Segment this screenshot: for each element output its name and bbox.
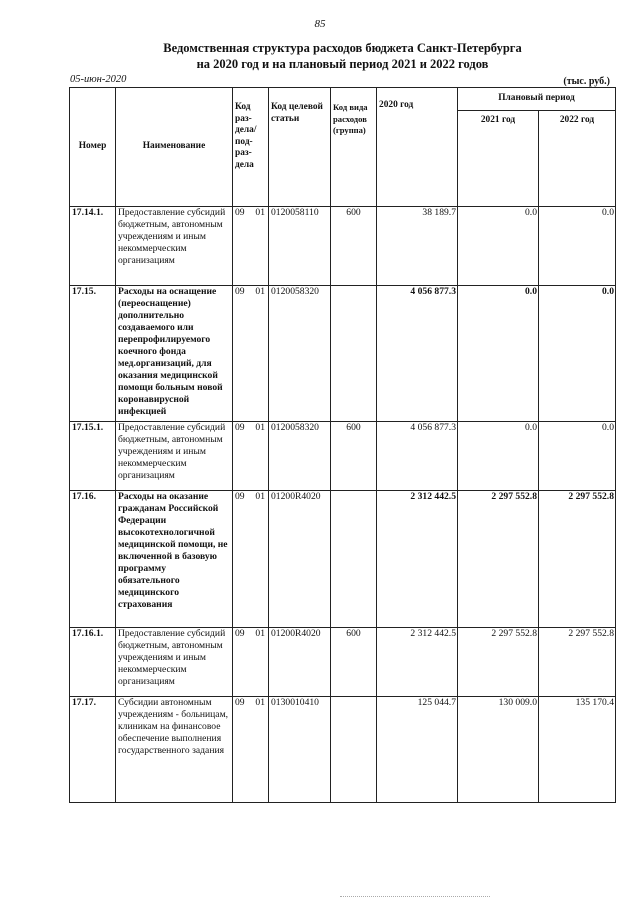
row-2021: 0.0 bbox=[458, 286, 539, 422]
col-header-planned: Плановый период bbox=[458, 88, 616, 111]
row-2021: 2 297 552.8 bbox=[458, 491, 539, 628]
units-label: (тыс. руб.) bbox=[563, 76, 610, 87]
row-podrazdel: 01 bbox=[250, 207, 269, 286]
col-header-expense-type: Код вида расходов (группа) bbox=[331, 88, 377, 207]
row-2022: 135 170.4 bbox=[539, 697, 616, 803]
row-2022: 2 297 552.8 bbox=[539, 491, 616, 628]
col-header-2022: 2022 год bbox=[539, 111, 616, 207]
row-number: 17.17. bbox=[70, 697, 116, 803]
table-row bbox=[70, 491, 616, 628]
row-name: Субсидии автономным учреждениям - больницам, клиникам на финансовое обеспечение выполнения государственного задания bbox=[116, 697, 233, 803]
row-2020: 4 056 877.3 bbox=[377, 286, 458, 422]
row-expense-type bbox=[331, 697, 377, 803]
col-header-section: Код раз-дела/ под-раз-дела bbox=[233, 88, 269, 207]
row-target: 01200R4020 bbox=[269, 628, 331, 697]
page-number: 85 bbox=[314, 18, 326, 30]
row-target: 0120058320 bbox=[269, 422, 331, 491]
row-name: Расходы на оказание гражданам Российской Федерации высокотехнологичной медицинской помощи, не включенной в базовую программу обязательного медицинского страхования bbox=[116, 491, 233, 628]
table-row bbox=[70, 207, 616, 286]
row-number: 17.15. bbox=[70, 286, 116, 422]
row-number: 17.16. bbox=[70, 491, 116, 628]
row-expense-type bbox=[331, 286, 377, 422]
row-2022: 0.0 bbox=[539, 207, 616, 286]
row-number: 17.16.1. bbox=[70, 628, 116, 697]
budget-table bbox=[69, 87, 616, 803]
row-2021: 130 009.0 bbox=[458, 697, 539, 803]
row-razdel: 09 bbox=[233, 491, 250, 628]
table-row bbox=[70, 697, 616, 803]
row-2021: 0.0 bbox=[458, 422, 539, 491]
row-podrazdel: 01 bbox=[250, 697, 269, 803]
document-title bbox=[70, 40, 615, 72]
header-row-1 bbox=[70, 88, 616, 111]
row-2020: 125 044.7 bbox=[377, 697, 458, 803]
row-target: 0120058320 bbox=[269, 286, 331, 422]
title-line-1: Ведомственная структура расходов бюджета Санкт-Петербурга bbox=[163, 41, 522, 55]
col-header-2021: 2021 год bbox=[458, 111, 539, 207]
table-row bbox=[70, 286, 616, 422]
row-2020: 2 312 442.5 bbox=[377, 628, 458, 697]
row-2021: 2 297 552.8 bbox=[458, 628, 539, 697]
row-number: 17.15.1. bbox=[70, 422, 116, 491]
table-row bbox=[70, 628, 616, 697]
table-row bbox=[70, 422, 616, 491]
col-header-number: Номер bbox=[70, 88, 116, 207]
row-razdel: 09 bbox=[233, 207, 250, 286]
row-podrazdel: 01 bbox=[250, 491, 269, 628]
row-target: 01200R4020 bbox=[269, 491, 331, 628]
footer-mark bbox=[340, 896, 490, 898]
col-header-target: Код целевой статьи bbox=[269, 88, 331, 207]
row-podrazdel: 01 bbox=[250, 286, 269, 422]
row-name: Предоставление субсидий бюджетным, автономным учреждениям и иным некоммерческим организациям bbox=[116, 207, 233, 286]
col-header-name: Наименование bbox=[116, 88, 233, 207]
row-expense-type bbox=[331, 491, 377, 628]
row-number: 17.14.1. bbox=[70, 207, 116, 286]
row-name: Расходы на оснащение (переоснащение) дополнительно создаваемого или перепрофилируемого коечного фонда мед.организаций, для оказания медицинской помощи больным новой коронавирусной инфекцией bbox=[116, 286, 233, 422]
row-razdel: 09 bbox=[233, 697, 250, 803]
row-target: 0130010410 bbox=[269, 697, 331, 803]
row-2022: 0.0 bbox=[539, 422, 616, 491]
row-2020: 4 056 877.3 bbox=[377, 422, 458, 491]
row-expense-type: 600 bbox=[331, 207, 377, 286]
document-date: 05-июн-2020 bbox=[70, 74, 127, 85]
row-name: Предоставление субсидий бюджетным, автономным учреждениям и иным некоммерческим организациям bbox=[116, 628, 233, 697]
row-expense-type: 600 bbox=[331, 422, 377, 491]
row-expense-type: 600 bbox=[331, 628, 377, 697]
row-podrazdel: 01 bbox=[250, 628, 269, 697]
row-razdel: 09 bbox=[233, 286, 250, 422]
row-name: Предоставление субсидий бюджетным, автономным учреждениям и иным некоммерческим организациям bbox=[116, 422, 233, 491]
col-header-2020: 2020 год bbox=[377, 88, 458, 207]
row-2020: 38 189.7 bbox=[377, 207, 458, 286]
row-2022: 2 297 552.8 bbox=[539, 628, 616, 697]
row-podrazdel: 01 bbox=[250, 422, 269, 491]
row-2021: 0.0 bbox=[458, 207, 539, 286]
row-2022: 0.0 bbox=[539, 286, 616, 422]
title-line-2: на 2020 год и на плановый период 2021 и 2022 годов bbox=[196, 57, 489, 71]
row-target: 0120058110 bbox=[269, 207, 331, 286]
row-razdel: 09 bbox=[233, 422, 250, 491]
row-razdel: 09 bbox=[233, 628, 250, 697]
row-2020: 2 312 442.5 bbox=[377, 491, 458, 628]
